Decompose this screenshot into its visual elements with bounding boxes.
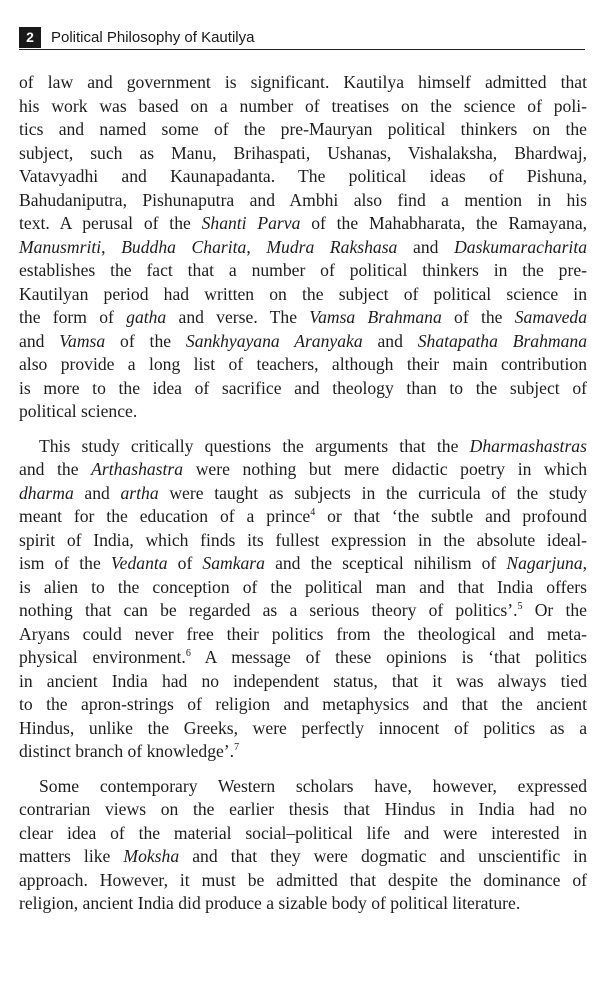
paragraph-1 (19, 71, 587, 424)
text-line: Aryans could never free their politics from the theological and meta- (19, 623, 587, 644)
running-title: Political Philosophy of Kautilya (51, 29, 255, 46)
text-line: spirit of India, which finds its fullest expression in the absolute ideal- (19, 529, 587, 550)
text-line: clear idea of the material social–political life and were interested in (19, 822, 587, 843)
text-line: text. A perusal of the Shanti Parva of the Mahabharata, the Ramayana, (19, 213, 588, 233)
text-line: Some contemporary Western scholars have, however, expressed (39, 775, 587, 796)
text-line: Vatavyadhi and Kaunapadanta. The political ideas of Pishuna, (19, 166, 587, 186)
text-line: ism of the Vedanta of Samkara and the sceptical nihilism of Nagarjuna, (19, 553, 588, 573)
text-line: religion, ancient India did produce a sizable body of political literature. (19, 893, 521, 913)
page-header (19, 27, 585, 50)
text-line: tics and named some of the pre-Mauryan political thinkers on the (19, 119, 587, 139)
text-line: and the Arthashastra were nothing but mere didactic poetry in which (19, 459, 588, 479)
text-line: the form of gatha and verse. The Vamsa Brahmana of the Samaveda (19, 307, 588, 327)
text-line: nothing that can be regarded as a serious theory of politics’.$^5$ Or the (19, 600, 587, 620)
text-line: to the apron-strings of religion and metaphysics and that the ancient (19, 694, 587, 714)
page-number: 2 (19, 27, 41, 48)
text-line: physical environment.$^6$ A message of these opinions is ‘that politics (19, 647, 588, 667)
text-line: Manusmriti, Buddha Charita, Mudra Rakshasa and Daskumaracharita (19, 236, 588, 257)
body-text (19, 71, 587, 916)
text-line: matters like Moksha and that they were dogmatic and unscientific in (19, 846, 587, 866)
text-line: Bahudaniputra, Pishunaputra and Ambhi also find a mention in his (19, 189, 587, 210)
text-line: meant for the education of a prince$^4$ or that ‘the subtle and profound (19, 506, 587, 526)
text-line: establishes the fact that a number of political thinkers in the pre- (19, 260, 587, 280)
text-line: subject, such as Manu, Brihaspati, Ushanas, Vishalaksha, Bhardwaj, (19, 142, 587, 163)
text-line: and Vamsa of the Sankhyayana Aranyaka and Shatapatha Brahmana (19, 330, 587, 351)
paragraph-3 (19, 775, 587, 916)
text-line: of law and government is significant. Kautilya himself admitted that (19, 72, 587, 92)
text-line: This study critically questions the arguments that the Dharmashastras (39, 435, 587, 456)
text-line: Kautilyan period had written on the subject of political science in (19, 283, 587, 304)
text-line: in ancient India had no independent status, that it was always tied (19, 670, 587, 691)
text-line: distinct branch of knowledge’.$^7$ (19, 741, 240, 761)
text-line: political science. (19, 401, 138, 421)
text-line: is more to the idea of sacrifice and theology than to the subject of (19, 377, 587, 398)
paragraph-2 (19, 435, 587, 764)
text-line: approach. However, it must be admitted that despite the dominance of (19, 869, 587, 890)
text-line: is alien to the conception of the political man and that India offers (19, 576, 587, 597)
text-line: dharma and artha were taught as subjects in the curricula of the study (19, 482, 587, 503)
text-line: his work was based on a number of treatises on the science of poli- (19, 95, 587, 116)
text-line: contrarian views on the earlier thesis that Hindus in India had no (19, 799, 587, 819)
text-line: Hindus, unlike the Greeks, were perfectly innocent of politics as a (19, 717, 587, 738)
text-line: also provide a long list of teachers, although their main contribution (19, 354, 587, 374)
